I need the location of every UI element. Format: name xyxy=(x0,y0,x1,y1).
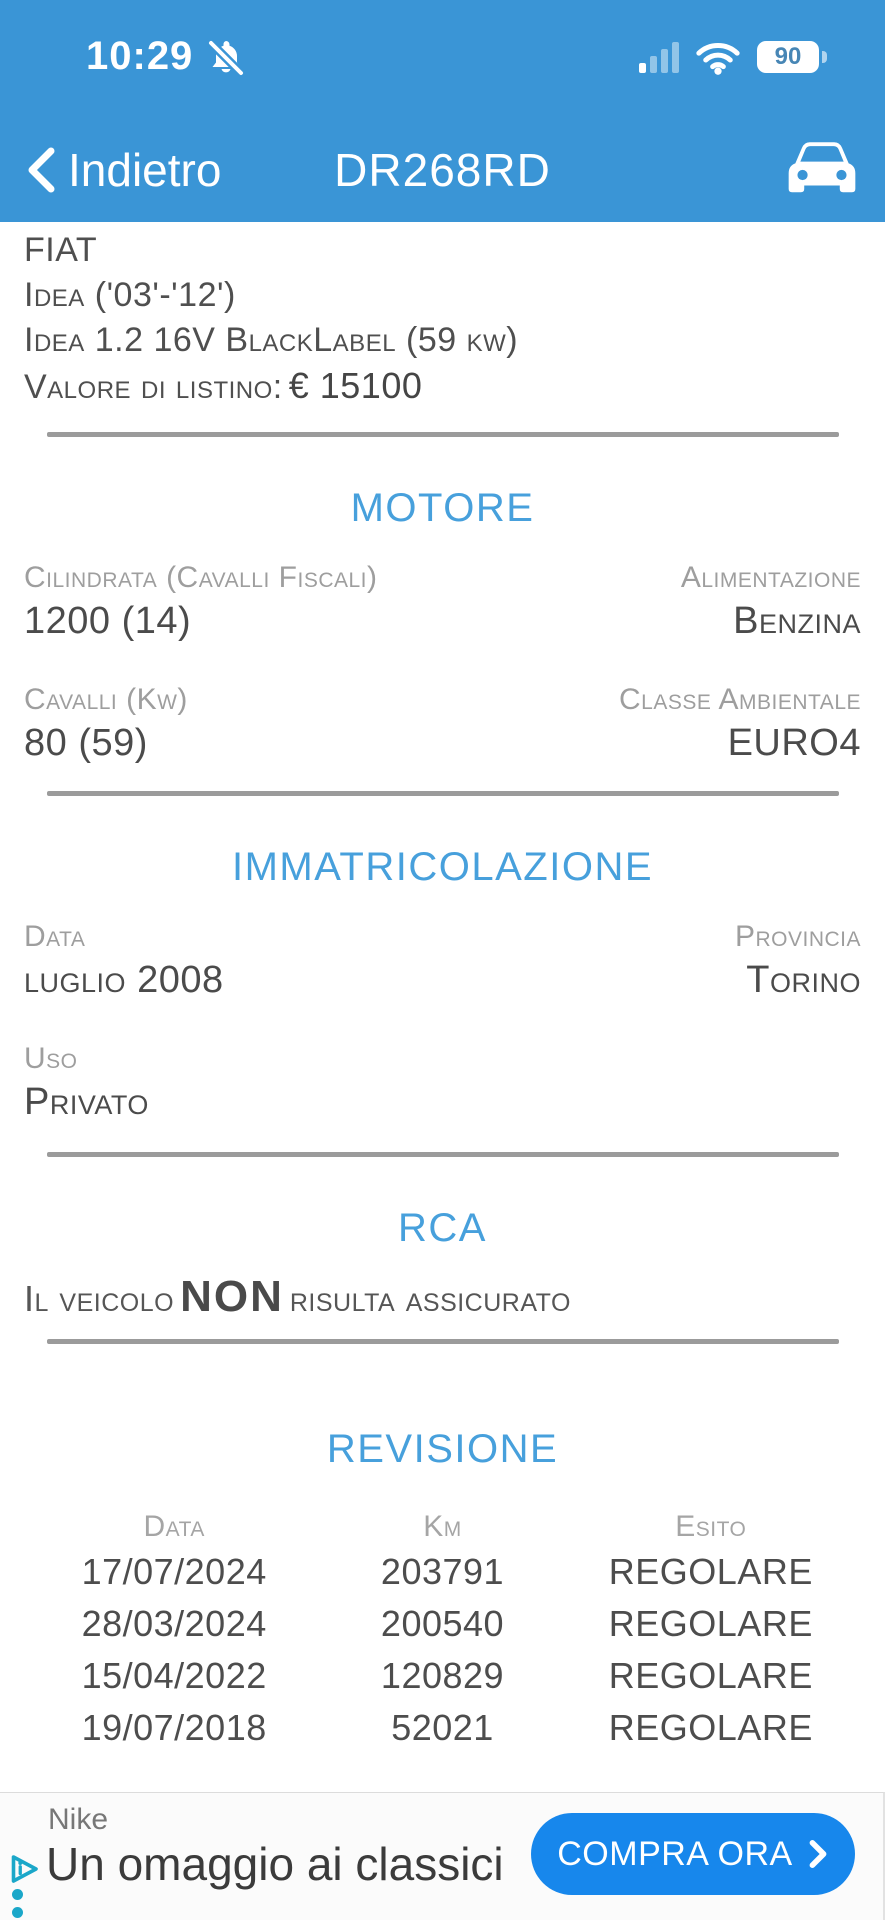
rca-status-text xyxy=(24,1269,861,1327)
list-value: € 15100 xyxy=(288,365,423,406)
immatricolazione-row-2 xyxy=(24,1040,861,1126)
vehicle-list-value xyxy=(24,363,861,410)
cell-km: 200540 xyxy=(380,1603,505,1644)
vehicle-model: Idea ('03'-'12') xyxy=(24,276,236,314)
field-label: Cilindrata (Cavalli Fiscali) xyxy=(24,561,378,594)
adchoices-button[interactable] xyxy=(6,1851,42,1892)
field-value: 1200 (14) xyxy=(24,600,192,642)
field-label: Provincia xyxy=(734,920,861,953)
field-value: Benzina xyxy=(733,600,861,642)
rca-text-prefix: Il veicolo xyxy=(24,1278,175,1319)
list-value-label: Valore di listino: xyxy=(24,368,283,406)
field-provincia xyxy=(735,918,861,1004)
field-label: Uso xyxy=(24,1042,78,1075)
table-row xyxy=(40,1650,845,1702)
ad-advertiser: Nike xyxy=(48,1803,109,1836)
divider xyxy=(47,1152,839,1157)
app-header xyxy=(0,0,885,222)
field-value: Torino xyxy=(746,959,861,1001)
status-time: 10:29 xyxy=(86,34,194,78)
section-title-immatricolazione: IMMATRICOLAZIONE xyxy=(231,845,654,889)
revisione-header-row xyxy=(40,1508,845,1546)
chevron-left-icon xyxy=(24,146,58,194)
section-title-rca: RCA xyxy=(398,1206,487,1250)
rca-text-suffix: risulta assicurato xyxy=(289,1278,571,1319)
table-row xyxy=(40,1702,845,1754)
cell-km: 120829 xyxy=(380,1655,505,1696)
divider xyxy=(47,1339,839,1344)
ad-banner[interactable] xyxy=(0,1792,885,1920)
field-uso xyxy=(24,1040,149,1126)
back-button[interactable] xyxy=(24,143,221,197)
field-data-immatricolazione xyxy=(24,918,224,1004)
cell-km: 203791 xyxy=(380,1551,505,1592)
field-label: Cavalli (Kw) xyxy=(24,683,188,716)
vehicle-make: FIAT xyxy=(24,231,98,269)
table-row xyxy=(40,1546,845,1598)
cellular-signal-icon xyxy=(639,39,679,75)
car-button[interactable] xyxy=(783,140,861,200)
motore-row-2 xyxy=(24,681,861,767)
car-icon xyxy=(783,140,861,200)
field-label: Data xyxy=(24,920,86,953)
vehicle-summary xyxy=(24,228,861,410)
section-title-revisione: REVISIONE xyxy=(326,1427,559,1471)
divider xyxy=(47,791,839,796)
field-classe-ambientale xyxy=(619,681,861,767)
ad-cta-button[interactable] xyxy=(531,1813,855,1895)
ad-overflow-dots-icon[interactable] xyxy=(12,1889,23,1920)
cell-esito: REGOLARE xyxy=(608,1707,813,1748)
immatricolazione-row-1 xyxy=(24,918,861,1004)
vehicle-version: Idea 1.2 16V BlackLabel (59 kw) xyxy=(24,321,519,359)
back-label: Indietro xyxy=(68,144,222,196)
vehicle-detail-content xyxy=(0,228,885,1805)
cell-data: 15/04/2022 xyxy=(81,1655,267,1696)
field-cavalli xyxy=(24,681,188,767)
cell-esito: REGOLARE xyxy=(608,1603,813,1644)
column-header-km: Km xyxy=(423,1510,462,1543)
field-value: 80 (59) xyxy=(24,722,148,764)
nav-bar xyxy=(0,134,885,206)
cell-esito: REGOLARE xyxy=(608,1655,813,1696)
field-value: EURO4 xyxy=(727,722,861,764)
field-label: Classe Ambientale xyxy=(618,683,861,716)
page-title: DR268RD xyxy=(334,144,551,196)
field-label: Alimentazione xyxy=(680,561,861,594)
status-left xyxy=(86,34,247,79)
status-bar xyxy=(0,0,885,79)
chevron-right-icon xyxy=(807,1840,829,1868)
ad-cta-label: COMPRA ORA xyxy=(557,1834,793,1873)
wifi-icon xyxy=(695,39,741,75)
notifications-muted-icon xyxy=(205,36,247,78)
cell-data: 28/03/2024 xyxy=(81,1603,267,1644)
battery-percent: 90 xyxy=(774,42,802,70)
table-row xyxy=(40,1598,845,1650)
revisione-table xyxy=(24,1508,861,1754)
cell-esito: REGOLARE xyxy=(608,1551,813,1592)
field-value: luglio 2008 xyxy=(24,959,224,1001)
section-title-motore: MOTORE xyxy=(350,486,535,530)
status-right xyxy=(639,39,819,75)
ad-headline[interactable]: Un omaggio ai classici xyxy=(46,1838,504,1890)
field-value: Privato xyxy=(24,1081,149,1123)
field-alimentazione xyxy=(681,559,861,645)
cell-data: 19/07/2018 xyxy=(81,1707,267,1748)
column-header-esito: Esito xyxy=(675,1510,747,1543)
column-header-data: Data xyxy=(143,1510,205,1543)
battery-icon xyxy=(757,41,819,73)
field-cilindrata xyxy=(24,559,378,645)
cell-data: 17/07/2024 xyxy=(81,1551,267,1592)
motore-row-1 xyxy=(24,559,861,645)
adchoices-icon xyxy=(6,1851,42,1887)
divider xyxy=(47,432,839,437)
rca-text-bold: NON xyxy=(180,1272,284,1321)
cell-km: 52021 xyxy=(391,1707,494,1748)
